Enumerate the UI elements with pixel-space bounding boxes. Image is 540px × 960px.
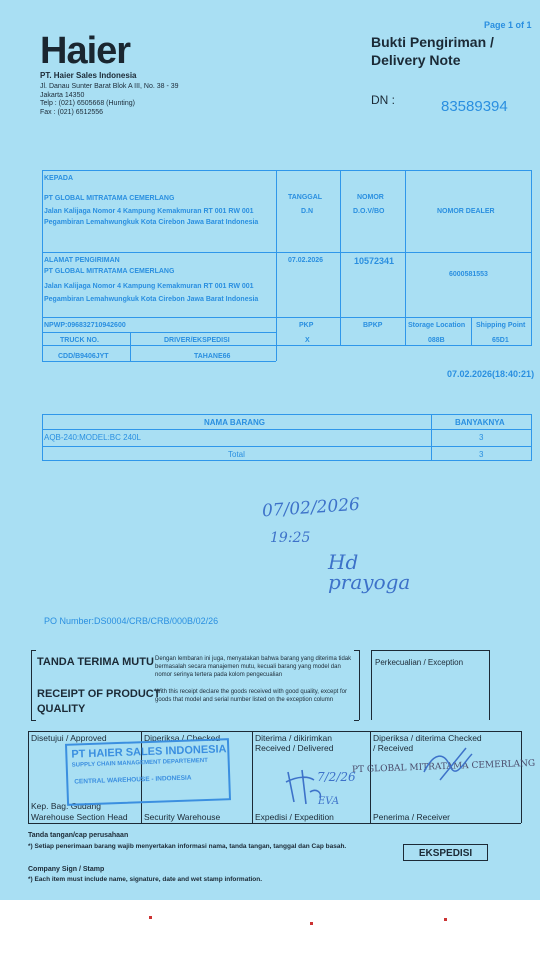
company-address [40,83,179,117]
npwp: NPWP:096832710942600 [44,322,126,329]
handwritten-date: 07/02/2026 [261,494,361,522]
recipient-address-2: Pegambiran Lemahwungkuk Kota Cirebon Jawa Barat Indonesia [44,219,259,226]
receiver-label: Penerima / Receiver [373,812,451,822]
receiver-stamp: PT GLOBAL MITRATAMA CEMERLANG [351,758,536,776]
do-number: 10572341 [354,256,395,266]
speck [444,918,447,921]
tanda-terima-text: Dengan lembaran ini juga, menyatakan bahwa barang yang diterima tidak bermasalah secara manajemen mutu, kecuali barang yang model dan nomor serinya tertera pada kolom pengecualian [155,656,352,678]
title-line-1: Bukti Pengiriman / [371,34,494,50]
company-sign-en: Company Sign / Stamp [28,866,105,873]
delivery-date: 07.02.2026 [288,257,324,264]
recipient-name: PT GLOBAL MITRATAMA CEMERLANG [44,195,175,202]
expedition-initials: EVA [318,796,340,807]
truck-value: CDD/B9406JYT [58,353,109,360]
tanda-terima-title: TANDA TERIMA MUTU [37,656,154,668]
delivered-label: Diterima / dikirimkan Received / Delivered [255,733,334,753]
stamp-title: PT HAIER SALES INDONESIA [71,743,227,761]
title-line-2: Delivery Note [371,52,461,68]
receipt-title-line-2: QUALITY [37,703,86,715]
dn-short-label: D.N [301,208,314,215]
fax-line: Fax : (021) 6512556 [40,108,104,116]
dn-label: DN : [371,93,395,107]
document-title [371,33,494,69]
recipient-address-1: Jalan Kalijaga Nomor 4 Kampung Kemakmuran RT 001 RW 001 [44,208,254,215]
dealer-number: 6000581553 [449,271,488,278]
company-name: PT. Haier Sales Indonesia [40,71,137,80]
items-name-header: NAMA BARANG [204,418,266,427]
driver-label: DRIVER/EKSPEDISI [164,337,230,344]
ship-label: ALAMAT PENGIRIMAN [44,257,120,264]
note-id: *) Setiap penerimaan barang wajib menyertakan informasi nama, tanda tangan, tanggal dan Cap basah. [28,843,347,850]
approved-label: Disetujui / Approved [31,733,107,743]
receiver-signature [420,742,480,790]
shipping-label: Shipping Point [476,322,526,329]
exception-label: Perkecualian / Exception [375,658,464,667]
pkp-value: X [305,337,310,344]
total-label: Total [228,450,245,459]
address-line-2: Jakarta 14350 [40,91,85,99]
haier-logo: Haier [40,30,131,72]
shipping-value: 65D1 [492,337,509,344]
address-line-1: Jl. Danau Sunter Barat Blok A III, No. 38 - 39 [40,83,179,90]
expedition-signature [280,762,330,812]
ship-address-1: Jalan Kalijaga Nomor 4 Kampung Kemakmuran RT 001 RW 001 [44,283,254,290]
nomor-label: NOMOR [357,194,384,201]
ekspedisi-box: EKSPEDISI [403,844,488,861]
speck [310,922,313,925]
handwritten-signature: Hd prayoga [328,550,411,594]
handwritten-delivery-date: 7/2/26 [317,770,356,784]
checked-label: Diperiksa / Checked [144,733,221,743]
dealer-label: NOMOR DEALER [437,208,495,215]
ship-address-2: Pegambiran Lemahwungkuk Kota Cirebon Jawa Barat Indonesia [44,296,259,303]
truck-label: TRUCK NO. [60,337,99,344]
handwritten-time: 19:25 [270,530,311,546]
dovbo-label: D.O.V/BO [353,208,385,215]
receipt-text: With this receipt declare the goods received with good quality, except for goods that model and serial number listed on the exception column [155,689,347,703]
receipt-title [37,687,160,717]
tanggal-label: TANGGAL [288,194,323,201]
speck [149,916,152,919]
ship-name: PT GLOBAL MITRATAMA CEMERLANG [44,268,175,275]
storage-label: Storage Location [408,322,466,329]
stamp-subtitle: SUPPLY CHAIN MANAGEMENT DEPARTEMENT [71,757,208,769]
security-label: Security Warehouse [144,812,221,822]
pkp-label: PKP [299,322,314,329]
note-en: *) Each item must include name, signature, date and wet stamp information. [28,876,263,883]
kepada-label: KEPADA [44,175,74,182]
phone-line: Telp : (021) 6505668 (Hunting) [40,100,135,107]
dn-number: 83589394 [441,98,508,115]
stamp-bottom: CENTRAL WAREHOUSE - INDONESIA [74,774,192,786]
storage-value: 088B [428,337,445,344]
item-row-qty: 3 [479,433,484,442]
total-qty: 3 [479,450,484,459]
received-label: Diperiksa / diterima Checked / Received [373,733,482,753]
warehouse-stamp [65,738,231,806]
items-qty-header: BANYAKNYA [455,418,505,427]
gudang-label: Kep. Bag. Gudang [31,801,101,811]
page-indicator: Page 1 of 1 [484,20,532,30]
print-timestamp: 07.02.2026(18:40:21) [447,369,535,379]
warehouse-head-label: Warehouse Section Head [31,812,128,822]
company-sign-id: Tanda tangan/cap perusahaan [28,832,129,839]
po-number: PO Number:DS0004/CRB/CRB/000B/02/26 [44,616,219,626]
expedition-label: Expedisi / Expedition [255,812,334,822]
driver-value: TAHANE66 [194,353,231,360]
receipt-title-line-1: RECEIPT OF PRODUCT [37,688,161,700]
item-row-name: AQB-240:MODEL:BC 240L [44,433,141,442]
bpkp-label: BPKP [363,322,383,329]
